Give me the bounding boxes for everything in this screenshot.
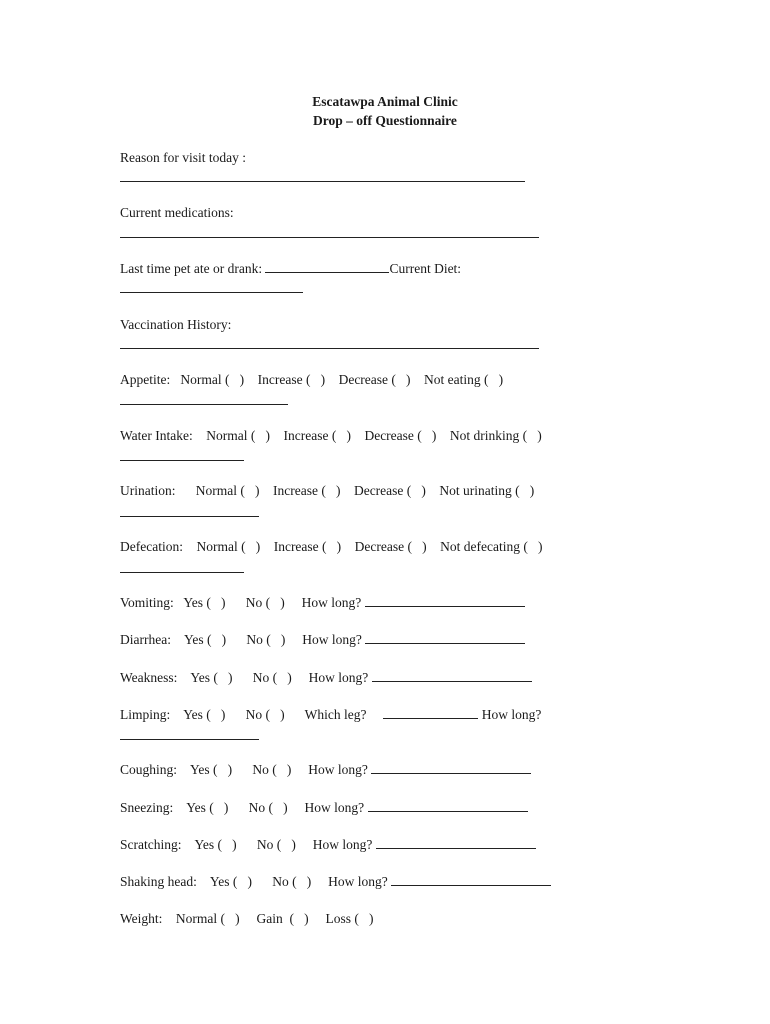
water-row: [120, 428, 542, 444]
diarrhea-row: [120, 632, 525, 648]
weight-loss-option[interactable]: Loss ( ): [325, 911, 374, 926]
defecation-label: Defecation:: [120, 539, 183, 554]
appetite-normal-option[interactable]: Normal ( ): [180, 372, 245, 387]
limping-how-long-line[interactable]: [120, 739, 259, 740]
urination-increase-option[interactable]: Increase ( ): [272, 483, 341, 498]
appetite-notes-line[interactable]: [120, 404, 288, 405]
vomiting-row: [120, 595, 525, 611]
limping-yes-option[interactable]: Yes ( ): [183, 707, 226, 722]
urination-notes-line[interactable]: [120, 516, 259, 517]
weakness-yes-option[interactable]: Yes ( ): [190, 670, 233, 685]
scratching-row: [120, 837, 536, 853]
shaking-head-no-option[interactable]: No ( ): [272, 874, 312, 889]
diarrhea-how-long-label: How long?: [302, 632, 362, 647]
weight-normal-option[interactable]: Normal ( ): [175, 911, 240, 926]
defecation-notes-line[interactable]: [120, 572, 244, 573]
coughing-row: [120, 762, 531, 778]
current-diet-label: Current Diet:: [389, 261, 462, 276]
coughing-label: Coughing:: [120, 762, 178, 777]
vomiting-how-long-line[interactable]: [365, 595, 525, 607]
vomiting-how-long-label: How long?: [301, 595, 362, 610]
last-ate-row: [120, 261, 461, 277]
defecation-increase-option[interactable]: Increase ( ): [273, 539, 342, 554]
scratching-label: Scratching:: [120, 837, 182, 852]
weakness-label: Weakness:: [120, 670, 178, 685]
weakness-how-long-line[interactable]: [372, 670, 532, 682]
water-increase-option[interactable]: Increase ( ): [283, 428, 351, 443]
limping-how-long-label: How long?: [481, 707, 542, 722]
urination-row: [120, 483, 534, 499]
limping-which-leg-label: Which leg?: [304, 707, 367, 722]
diarrhea-yes-option[interactable]: Yes ( ): [183, 632, 227, 647]
limping-label: Limping:: [120, 707, 171, 722]
appetite-decrease-option[interactable]: Decrease ( ): [338, 372, 411, 387]
urination-decrease-option[interactable]: Decrease ( ): [353, 483, 426, 498]
defecation-row: [120, 539, 542, 555]
weakness-how-long-label: How long?: [308, 670, 369, 685]
clinic-name: Escatawpa Animal Clinic: [312, 94, 458, 109]
medications-label: Current medications:: [120, 205, 234, 220]
reason-answer-line[interactable]: [120, 181, 525, 182]
current-diet-answer-line[interactable]: [120, 292, 303, 293]
coughing-how-long-line[interactable]: [371, 762, 531, 774]
weakness-no-option[interactable]: No ( ): [252, 670, 292, 685]
water-not-drinking-option[interactable]: Not drinking ( ): [449, 428, 542, 443]
coughing-no-option[interactable]: No ( ): [252, 762, 292, 777]
last-ate-answer-line[interactable]: [265, 261, 389, 273]
last-ate-label: Last time pet ate or drank:: [120, 261, 263, 276]
weakness-row: [120, 670, 532, 686]
defecation-not-defecating-option[interactable]: Not defecating ( ): [440, 539, 543, 554]
medications-answer-line[interactable]: [120, 237, 539, 238]
shaking-head-label: Shaking head:: [120, 874, 197, 889]
vaccination-answer-line[interactable]: [120, 348, 539, 349]
defecation-normal-option[interactable]: Normal ( ): [196, 539, 261, 554]
water-label: Water Intake:: [120, 428, 193, 443]
sneezing-how-long-line[interactable]: [368, 800, 528, 812]
reason-label: Reason for visit today :: [120, 150, 246, 165]
water-decrease-option[interactable]: Decrease ( ): [364, 428, 437, 443]
shaking-head-how-long-line[interactable]: [391, 874, 551, 886]
water-normal-option[interactable]: Normal ( ): [206, 428, 270, 443]
limping-which-leg-line[interactable]: [383, 707, 478, 719]
appetite-increase-option[interactable]: Increase ( ): [257, 372, 326, 387]
shaking-head-how-long-label: How long?: [328, 874, 388, 889]
vomiting-yes-option[interactable]: Yes ( ): [183, 595, 226, 610]
weight-gain-option[interactable]: Gain ( ): [256, 911, 309, 926]
sneezing-how-long-label: How long?: [304, 800, 365, 815]
vomiting-label: Vomiting:: [120, 595, 174, 610]
limping-row: [120, 707, 541, 723]
water-notes-line[interactable]: [120, 460, 244, 461]
weight-label: Weight:: [120, 911, 163, 926]
shaking-head-yes-option[interactable]: Yes ( ): [209, 874, 253, 889]
sneezing-yes-option[interactable]: Yes ( ): [186, 800, 229, 815]
coughing-how-long-label: How long?: [308, 762, 368, 777]
diarrhea-no-option[interactable]: No ( ): [246, 632, 286, 647]
urination-not-urinating-option[interactable]: Not urinating ( ): [439, 483, 535, 498]
vomiting-no-option[interactable]: No ( ): [245, 595, 285, 610]
diarrhea-how-long-line[interactable]: [365, 632, 525, 644]
scratching-how-long-line[interactable]: [376, 837, 536, 849]
scratching-how-long-label: How long?: [312, 837, 373, 852]
scratching-no-option[interactable]: No ( ): [256, 837, 296, 852]
sneezing-label: Sneezing:: [120, 800, 174, 815]
weight-row: [120, 911, 374, 927]
appetite-not-eating-option[interactable]: Not eating ( ): [424, 372, 504, 387]
urination-label: Urination:: [120, 483, 176, 498]
form-title: Drop – off Questionnaire: [313, 113, 457, 128]
appetite-row: [120, 372, 503, 388]
vaccination-label: Vaccination History:: [120, 317, 232, 332]
limping-no-option[interactable]: No ( ): [245, 707, 285, 722]
urination-normal-option[interactable]: Normal ( ): [195, 483, 260, 498]
shaking-head-row: [120, 874, 551, 890]
coughing-yes-option[interactable]: Yes ( ): [190, 762, 233, 777]
diarrhea-label: Diarrhea:: [120, 632, 171, 647]
sneezing-no-option[interactable]: No ( ): [248, 800, 288, 815]
appetite-label: Appetite:: [120, 372, 171, 387]
scratching-yes-option[interactable]: Yes ( ): [194, 837, 237, 852]
defecation-decrease-option[interactable]: Decrease ( ): [354, 539, 427, 554]
sneezing-row: [120, 800, 528, 816]
